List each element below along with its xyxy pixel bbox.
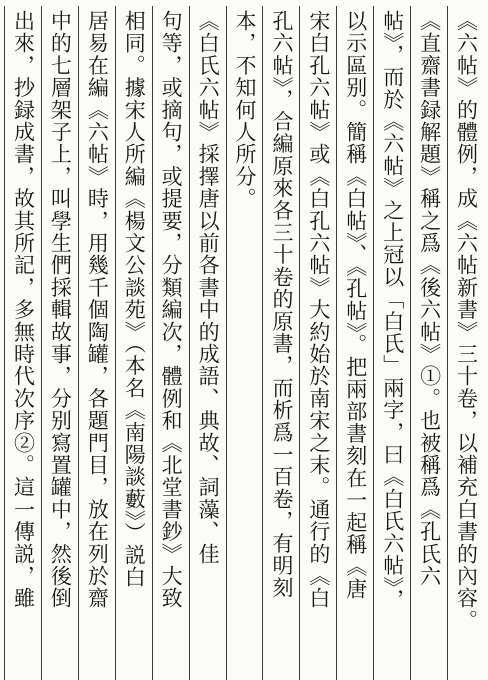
text-column-8: 《白氏六帖》採擇唐以前各書中的成語、典故、詞藻、佳 <box>189 6 226 680</box>
text-column-11: 居易在編《六帖》時，用幾千個陶罐，各題門目，放在列於齋 <box>78 6 115 680</box>
text-column-1: 《六帖》的體例，成《六帖新書》三十卷，以補充白書的內容。 <box>447 6 484 680</box>
text-column-12: 中的七層架子上，叫學生們採輯故事，分别寫置罐中，然後倒 <box>41 6 78 680</box>
text-column-6: 孔六帖》，合編原來各三十卷的原書，而析爲一百卷，有明刻 <box>262 6 299 680</box>
text-column-10: 相同。據宋人所編《楊文公談苑》（本名《南陽談藪》）説白 <box>115 6 152 680</box>
text-column-2: 《直齋書録解題》稱之爲《後六帖》①。也被稱爲《孔氏六 <box>410 6 447 680</box>
text-column-3: 帖》，而於《六帖》之上冠以「白氏」兩字，曰《白氏六帖》， <box>373 6 410 680</box>
text-column-13: 出來，抄録成書，故其所記，多無時代次序②。這一傳説，雖 <box>4 6 41 680</box>
text-column-7: 本，不知何人所分。 <box>226 6 263 680</box>
text-column-4: 以示區别。簡稱《白帖》、《孔帖》。把兩部書刻在一起稱《唐 <box>336 6 373 680</box>
text-column-9: 句等，或摘句，或提要，分類編次，體例和《北堂書鈔》大致 <box>152 6 189 680</box>
text-column-5: 宋白孔六帖》或《白孔六帖》大約始於南宋之末。通行的《白 <box>299 6 336 680</box>
